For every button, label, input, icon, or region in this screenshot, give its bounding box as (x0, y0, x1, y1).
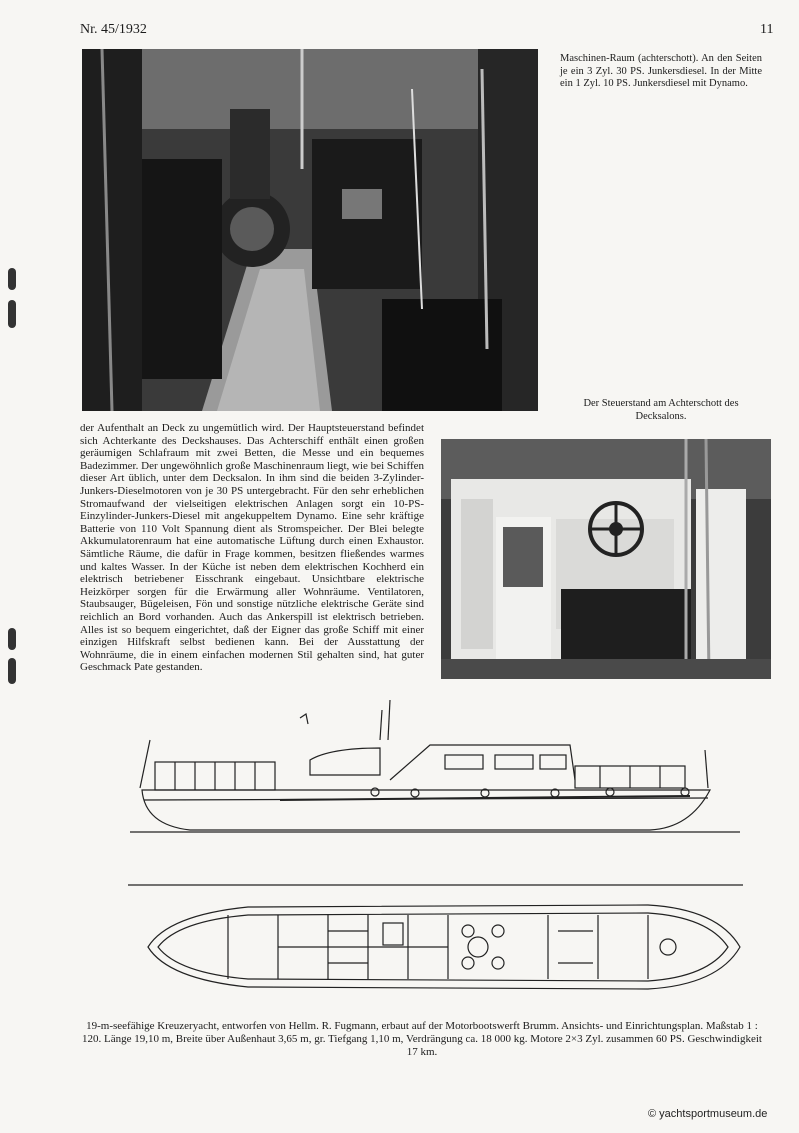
page-number: 11 (760, 22, 774, 37)
yacht-elevation-drawing (130, 700, 740, 850)
steering-station-photo (441, 439, 771, 679)
engine-room-photo (82, 49, 538, 411)
yacht-deck-plan (128, 875, 743, 1015)
engine-room-caption: Maschinen-Raum (achterschott). An den Seiten je ein 3 Zyl. 30 PS. Junkersdiesel. In der Mitte ein 1 Zyl. 10 PS. Junkersdiesel mit Dynamo. (560, 53, 762, 89)
watermark: © yachtsportmuseum.de (648, 1108, 768, 1120)
steering-caption: Der Steuerstand am Achterschott des Decksalons. (583, 398, 739, 422)
punch-mark-bottom (8, 628, 16, 650)
punch-mark-bottom-2 (8, 658, 16, 684)
article-body: der Aufenthalt an Deck zu ungemütlich wird. Der Hauptsteuerstand befindet sich Achterkante des Deckshauses. Das Achterschiff enthält einen großen geräumigen Schlafraum mit zwei Betten, die Messe und ein bequemes Badezimmer. Der ungewöhnlich große Maschinenraum liegt, wie bei Schiffen dieser Art üblich, unter dem Decksalon. In ihm sind die beiden 3-Zylinder-Junkers-Dieselmotoren von je 30 PS untergebracht. Für den sehr erheblichen Stromaufwand der vielseitigen elektrischen Anlagen sorgt ein 10-PS-Einzylinder-Junkers-Diesel mit angekuppeltem Dynamo. Eine sehr kräftige Batterie von 110 Volt Spannung dient als Stromspeicher. Der Blei belegte Akkumulatorenraum hat eine automatische Lüftung durch einen Exhaustor. Sämtliche Räume, die dafür in Frage kommen, besitzen fließendes warmes und kaltes Wasser. In der Küche ist neben dem elektrischen Kochherd ein elektrisch betriebener Eisschrank eingebaut. Unsichtbare elektrische Heizkörper sorgen für die Erwärmung aller Wohnräume. Ventilatoren, Staubsauger, Bügeleisen, Fön und sonstige nützliche elektrische Geräte sind reichlich an Bord vorhanden. Auch das Ankerspill ist elektrisch betrieben. Alles ist so bequem eingerichtet, daß der Eigner das große Schiff mit einer einzigen Hilfskraft selbst bedienen kann. Bei der Ausstattung der Wohnräume, die in einem einfachen modernen Stil gehalten sind, hat guter Geschmack Pate gestanden. (80, 422, 424, 674)
issue-number: Nr. 45/1932 (80, 22, 147, 37)
punch-mark-top (8, 268, 16, 290)
yacht-caption: 19-m-seefähige Kreuzeryacht, entworfen von Hellm. R. Fugmann, erbaut auf der Motorbootswerft Brumm. Ansichts- und Einrichtungsplan. Maßstab 1 : 120. Länge 19,10 m, Breite über Außenhaut 3,65 m, gr. Tiefgang 1,10 m, Verdrängung ca. 18 000 kg. Motore 2×3 Zyl. zusammen 60 PS. Geschwindigkeit 17 km. (82, 1020, 762, 1058)
punch-mark-top-2 (8, 300, 16, 328)
